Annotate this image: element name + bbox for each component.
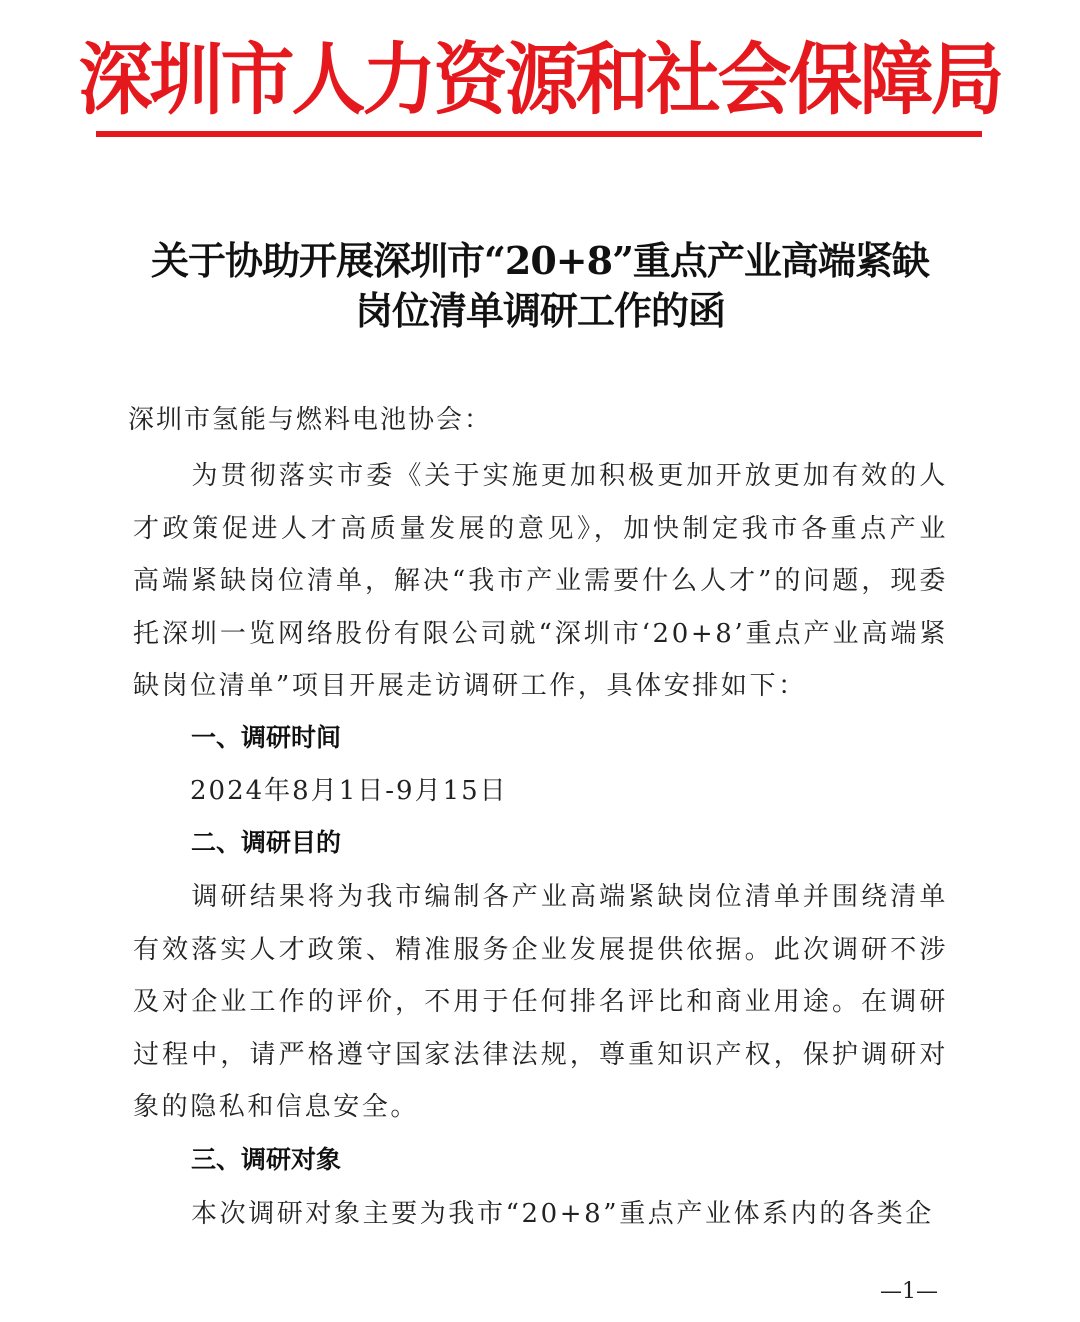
salutation: 深圳市氢能与燃料电池协会： bbox=[128, 405, 493, 435]
title-line-2: 岗位清单调研工作的函 bbox=[354, 288, 725, 333]
intro-paragraph bbox=[133, 450, 948, 713]
intro-paragraph-text: 为贯彻落实市委《关于实施更加积极更加开放更加有效的人才政策促进人才高质量发展的意见》，加快制定我市各重点产业高端紧缺岗位清单，解决“我市产业需要什么人才”的问题，现委托深圳一览网络股份有限公司就“深圳市‘20+8’重点产业高端紧缺岗位清单”项目开展走访调研工作，具体安排如下： bbox=[133, 461, 948, 701]
document-title bbox=[100, 236, 980, 336]
purpose-paragraph-text: 调研结果将为我市编制各产业高端紧缺岗位清单并围绕清单有效落实人才政策、精准服务企业发展提供依据。此次调研不涉及对企业工作的评价，不用于任何排名评比和商业用途。在调研过程中，请严格遵守国家法律法规，尊重知识产权，保护调研对象的隐私和信息安全。 bbox=[133, 882, 948, 1122]
red-divider-line bbox=[96, 131, 982, 137]
section-heading-targets: 三、调研对象 bbox=[191, 1145, 342, 1174]
survey-date-range: 2024年8月1日-9月15日 bbox=[190, 776, 508, 806]
targets-paragraph-text: 本次调研对象主要为我市“20+8”重点产业体系内的各类企 bbox=[191, 1199, 934, 1229]
organization-header: 深圳市人力资源和社会保障局 bbox=[78, 34, 1002, 126]
purpose-paragraph bbox=[133, 871, 948, 1134]
section-heading-purpose: 二、调研目的 bbox=[191, 828, 342, 857]
section-heading-time: 一、调研时间 bbox=[191, 723, 342, 752]
targets-paragraph bbox=[133, 1188, 963, 1241]
title-line-1: 关于协助开展深圳市“20+8”重点产业高端紧缺 bbox=[151, 238, 929, 283]
page-number: —1— bbox=[880, 1279, 938, 1304]
